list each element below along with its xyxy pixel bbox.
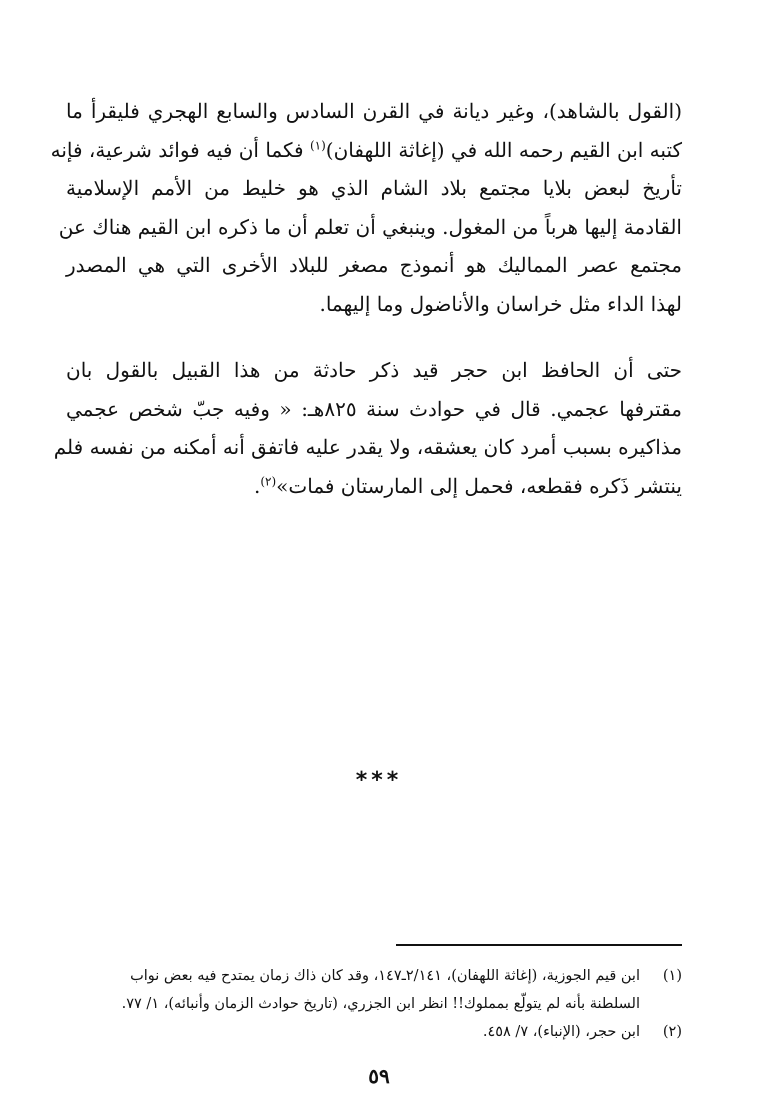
footnote-1 <box>60 962 682 990</box>
footnote-2-text: ابن حجر، (الإنباء)، ٧/ ٤٥٨. <box>482 1024 640 1040</box>
footnote-2-number: (٢) <box>662 1024 682 1040</box>
paragraph-1-line-5: مجتمع عصر المماليك هو أنموذج مصغر للبلاد الأخرى التي هي المصدر <box>66 253 682 277</box>
paragraph-2-line-2: مقترفها عجمي. قال في حوادث سنة ٨٢٥هـ: « وفيه جبّ شخص عجمي <box>66 396 682 421</box>
paragraph-2-line-3: مذاكيره بسبب أمرد كان يعشقه، ولا يقدر عليه فاتفق أنه أمكنه من نفسه فلم <box>53 435 682 459</box>
footnote-2 <box>60 1018 682 1046</box>
footnotes <box>60 962 682 1046</box>
footnote-1-number: (١) <box>662 968 682 984</box>
paragraph-2-line-4 <box>66 467 682 506</box>
paragraph-1-line-1: (القول بالشاهد)، وغير ديانة في القرن السادس والسابع الهجري فليقرأ ما <box>66 99 682 123</box>
paragraph-1-line-2-text: كتبه ابن القيم رحمه الله في (إغاثة اللهفان) <box>325 137 682 162</box>
footnote-ref-1: (١) <box>309 137 326 152</box>
paragraph-1-line-4: القادمة إليها هرباً من المغول. وينبغي أن تعلم أن ما ذكره ابن القيم هناك عن <box>58 214 682 239</box>
paragraph-1 <box>50 92 682 323</box>
footnote-1-text: ابن قيم الجوزية، (إغاثة اللهفان)، ٢/١٤١ـ١٤٧، وقد كان ذاك زمان يمتدح فيه بعض نواب <box>130 968 640 984</box>
footnote-ref-2: (٢) <box>260 473 277 488</box>
paragraph-2-line-4-text: ينتشر ذَكره فقطعه، فحمل إلى المارستان فمات» <box>276 473 682 498</box>
paragraph-2-line-4-end: . <box>253 473 261 498</box>
paragraph-2-line-1: حتى أن الحافظ ابن حجر قيد ذكر حادثة من هذا القبيل بالقول بان <box>66 358 682 382</box>
footnote-1-continuation: السلطنة بأنه لم يتولّع بمملوك!! انظر ابن الجزري، (تاريخ حوادث الزمان وأنبائه)، ١/ ٧٧. <box>121 996 640 1012</box>
paragraph-1-line-2 <box>50 131 682 170</box>
footnote-divider <box>396 944 682 946</box>
paragraph-1-line-6: لهذا الداء مثل خراسان والأناضول وما إليهما. <box>319 291 682 316</box>
paragraph-1-line-2-after: فكما أن فيه فوائد شرعية، فإنه <box>50 137 310 162</box>
page-number: ٥٩ <box>368 1064 390 1088</box>
paragraph-2 <box>53 351 682 505</box>
section-separator: *** <box>355 768 403 793</box>
paragraph-1-line-3: تأريخ لبعض بلايا مجتمع بلاد الشام الذي هو خليط من الأمم الإسلامية <box>66 176 682 200</box>
